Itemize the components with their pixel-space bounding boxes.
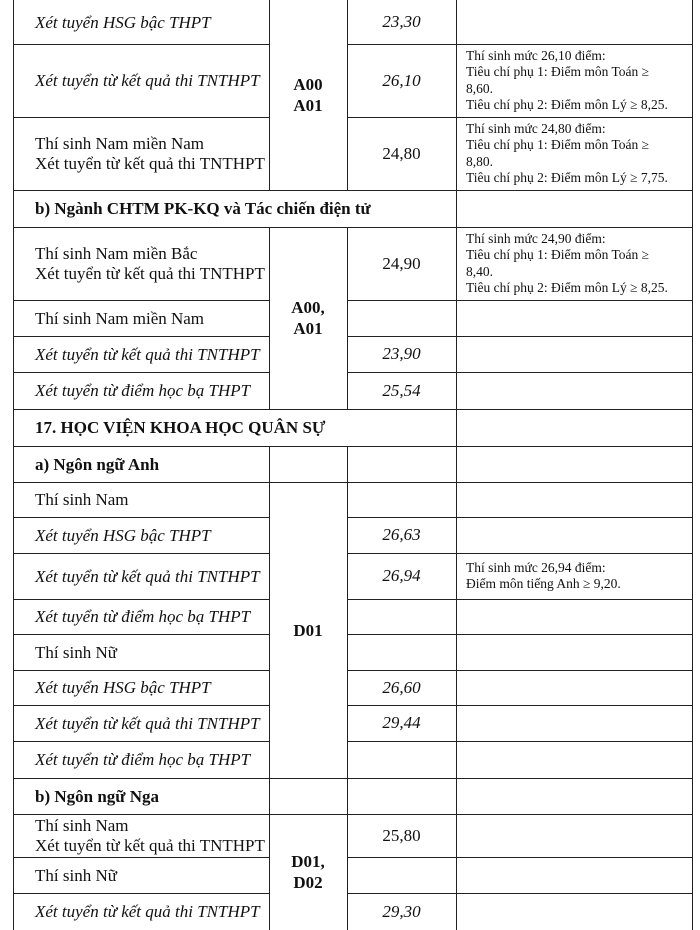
row-label <box>13 517 269 553</box>
score-value: 24,90 <box>382 253 421 273</box>
row-label-line: b) Ngôn ngữ Nga <box>35 786 160 806</box>
row-label <box>13 670 269 705</box>
row-label-line: Xét tuyển từ điểm học bạ THPT <box>35 381 251 400</box>
score-value: 26,94 <box>382 566 421 585</box>
score-value: 29,44 <box>382 713 421 732</box>
row-rule <box>347 741 692 742</box>
subject-combination-code <box>269 814 347 930</box>
row-label-line: Xét tuyển từ kết quả thi TNTHPT <box>35 344 260 364</box>
column-rule <box>692 0 693 930</box>
row-label-line: Thí sinh Nam miền Bắc <box>35 243 198 263</box>
row-label-line: 17. HỌC VIỆN KHOA HỌC QUÂN SỰ <box>35 418 326 437</box>
row-label <box>13 705 269 741</box>
note-line: 8,40. <box>466 263 493 279</box>
row-label-line: Xét tuyển HSG bậc THPT <box>35 525 211 545</box>
row-label-line: Xét tuyển từ kết quả thi TNTHPT <box>35 153 265 173</box>
row-label-line: b) Ngành CHTM PK-KQ và Tác chiến điện tử <box>35 199 371 218</box>
row-label-line: Xét tuyển HSG bậc THPT <box>35 678 211 697</box>
score-value: 26,10 <box>382 70 421 90</box>
subject-combination-code <box>269 227 347 409</box>
row-rule <box>347 300 692 301</box>
row-label <box>13 778 269 814</box>
note-line: Tiêu chí phụ 1: Điểm môn Toán ≥ <box>466 247 650 262</box>
note-line: Thí sinh mức 24,90 điểm: <box>466 230 606 246</box>
note-line: Tiêu chí phụ 2: Điểm môn Lý ≥ 8,25. <box>466 280 668 295</box>
row-label-line: Xét tuyển từ kết quả thi TNTHPT <box>35 566 260 586</box>
row-label-line: Xét tuyển từ điểm học bạ THPT <box>35 607 251 626</box>
subject-combination-code <box>269 482 347 778</box>
row-label-line: a) Ngôn ngữ Anh <box>35 454 160 474</box>
note-line: Thí sinh mức 24,80 điểm: <box>466 120 606 136</box>
score-value: 23,30 <box>382 12 421 31</box>
score-value: 25,80 <box>382 825 421 845</box>
row-label <box>13 893 269 930</box>
tiebreak-note <box>456 553 692 599</box>
code-line: A00 <box>293 75 323 94</box>
score-value: 29,30 <box>382 901 421 921</box>
row-rule <box>347 599 692 600</box>
row-label-line: Thí sinh Nữ <box>35 865 117 885</box>
row-rule <box>347 634 692 635</box>
row-label-line: Thí sinh Nam miền Nam <box>35 133 205 153</box>
row-label-line: Xét tuyển từ kết quả thi TNTHPT <box>35 902 260 921</box>
note-line: Tiêu chí phụ 2: Điểm môn Lý ≥ 8,25. <box>466 97 668 112</box>
row-label-line: Thí sinh Nam <box>35 490 129 509</box>
score-value: 25,54 <box>382 380 421 400</box>
row-rule <box>347 857 692 858</box>
tiebreak-note <box>456 227 692 300</box>
row-label <box>13 814 269 857</box>
note-line: 8,80. <box>466 153 493 169</box>
code-line: A01 <box>293 319 323 338</box>
note-line: Tiêu chí phụ 1: Điểm môn Toán ≥ <box>466 64 650 79</box>
tiebreak-note <box>456 44 692 117</box>
score-value: 24,80 <box>382 143 421 163</box>
code-line: A01 <box>293 96 323 115</box>
row-label-line: Thí sinh Nữ <box>35 642 117 662</box>
score-value: 23,90 <box>382 344 421 363</box>
row-label <box>13 857 269 893</box>
row-label <box>13 44 269 117</box>
row-label <box>13 227 269 300</box>
row-label <box>13 0 269 44</box>
score-value: 26,60 <box>382 677 421 697</box>
row-label <box>13 482 269 517</box>
row-label <box>13 599 269 634</box>
row-label-line: Xét tuyển từ kết quả thi TNTHPT <box>35 71 260 90</box>
note-line: Thí sinh mức 26,94 điểm: <box>466 559 606 575</box>
code-line: D01, <box>291 852 325 871</box>
subject-combination-code <box>269 0 347 190</box>
row-label-line: Thí sinh Nam miền Nam <box>35 308 205 328</box>
code-line: D01 <box>293 620 323 640</box>
note-line: Thí sinh mức 26,10 điểm: <box>466 47 606 63</box>
score-value: 26,63 <box>382 525 421 544</box>
note-line: 8,60. <box>466 80 493 96</box>
row-label <box>13 634 269 670</box>
row-label-line: Xét tuyển từ kết quả thi TNTHPT <box>35 835 265 855</box>
row-label <box>13 300 269 336</box>
code-line: D02 <box>293 873 323 892</box>
note-line: Tiêu chí phụ 1: Điểm môn Toán ≥ <box>466 137 650 152</box>
code-line: A00, <box>291 298 325 317</box>
row-label <box>13 336 269 372</box>
row-label <box>13 190 456 227</box>
row-label <box>13 553 269 599</box>
row-label-line: Thí sinh Nam <box>35 815 129 835</box>
row-label-line: Xét tuyển HSG bậc THPT <box>35 12 211 32</box>
row-label <box>13 741 269 778</box>
note-line: Tiêu chí phụ 2: Điểm môn Lý ≥ 7,75. <box>466 170 668 185</box>
row-label <box>13 446 269 482</box>
row-label <box>13 409 456 446</box>
row-label-line: Xét tuyển từ kết quả thi TNTHPT <box>35 713 260 733</box>
row-label <box>13 372 269 409</box>
row-label-line: Xét tuyển từ kết quả thi TNTHPT <box>35 263 265 283</box>
note-line: Điểm môn tiếng Anh ≥ 9,20. <box>466 576 621 591</box>
row-label <box>13 117 269 190</box>
row-label-line: Xét tuyển từ điểm học bạ THPT <box>35 750 251 769</box>
tiebreak-note <box>456 117 692 190</box>
